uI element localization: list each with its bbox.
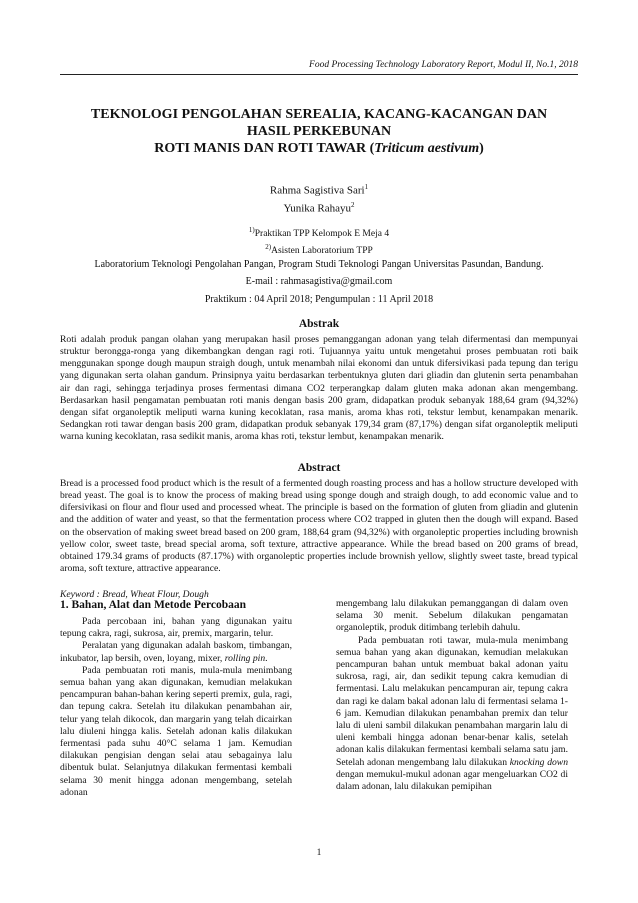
affiliation-2-text: Asisten Laboratorium TPP	[271, 246, 373, 257]
affiliation-2-mark: 2)	[265, 243, 272, 252]
rolling-pin-term: rolling pin	[224, 652, 266, 664]
title-line-1: TEKNOLOGI PENGOLAHAN SEREALIA, KACANG-KACANGAN DAN	[90, 107, 548, 122]
title-scientific-name: Triticum aestivum	[374, 141, 480, 156]
title-line-2: HASIL PERKEBUNAN	[246, 124, 392, 139]
author-1-name: Rahma Sagistiva Sari	[269, 184, 365, 197]
section-1-paragraph-5-end: dengan memukul-mukul adonan agar mengeluarkan CO2 di dalam adonan, lalu dilakukan pemipihan	[336, 768, 568, 793]
laboratory-line: Laboratorium Teknologi Pengolahan Pangan, Program Studi Teknologi Pangan Universitas Pasundan, Bandung.	[94, 259, 544, 270]
header-rule	[60, 74, 578, 75]
author-list	[60, 180, 578, 215]
author-1-mark: 1	[364, 183, 369, 191]
section-1-paragraph-1: Pada percobaan ini, bahan yang digunakan yaitu tepung cakra, ragi, sukrosa, air, premix, margarin, telur.	[60, 616, 292, 640]
section-1-paragraph-5	[336, 635, 568, 794]
section-1-paragraph-3: Pada pembuatan roti manis, mula-mula menimbang semua bahan yang akan digunakan, kemudian melakukan pencampuran bahan-bahan kering seperti premix, gula, ragi, dan tepung cakra. Setelah itu dilakukan penambahan air, telur yang telah dikocok, dan margarin yang telah dicairkan lalu diuleni hingga kalis. Setelah adonan kalis dilakukan fermentasi pada suhu 40°C selama 1 jam. Kemudian dilakukan pengisian dengan selai atau sebagainya lalu dibentuk bulat. Selanjutnya dilakukan fermentasi kembali selama 30 menit hingga adonan mengembang, setelah adonan	[60, 664, 292, 798]
email-line: E-mail : rahmasagistiva@gmail.com	[245, 276, 393, 287]
abstract-text: Bread is a processed food product which is the result of a fermented dough roasting process and has a hollow structure developed with bread yeast. The goal is to know the process of making bread using sponge dough and straigh dough, to add economic value and to difersivikasi on flour and flour used and processed wheat. The principle is based on the formation of gluten from gliadin and glutenin and the addition of water and yeast, so that the fermentation process where CO2 trapped in gluten then the dough will expand. Based on the observation of making sweet bread based on 200 gram, 188,64 gram (94,32%) with organoleptic properties including brownish yellow color, sweet taste, bread special aroma, soft texture, attractive appearance. While the bread based on 200 grams of bread, obtained 179.34 grams of products (87.17%) with organoleptic properties include brownish yellow, slightly sweet taste, bread typical aroma, soft texture, attractive appearance.	[60, 478, 578, 575]
affiliation-1	[60, 224, 578, 241]
section-1-heading: 1. Bahan, Alat dan Metode Percobaan	[60, 599, 247, 611]
running-head: Food Processing Technology Laboratory Report, Modul II, No.1, 2018	[309, 60, 578, 70]
knocking-down-term: knocking down	[509, 756, 568, 768]
abstrak-heading: Abstrak	[298, 318, 340, 330]
right-column	[336, 598, 568, 793]
section-1-paragraph-2-end: .	[265, 652, 268, 664]
affiliation-1-mark: 1)	[248, 226, 255, 234]
abstract-heading: Abstract	[297, 462, 341, 474]
paper-title	[60, 106, 578, 157]
section-1-paragraph-2-main: Peralatan yang digunakan adalah baskom, timbangan, inkubator, lap bersih, oven, loyang, mixer,	[60, 640, 292, 664]
author-2-mark: 2	[351, 200, 355, 209]
affiliation-1-text: Praktikan TPP Kelompok E Meja 4	[254, 229, 390, 240]
author-2	[60, 198, 578, 216]
page-number: 1	[316, 848, 322, 858]
title-line-3-main: ROTI MANIS DAN ROTI TAWAR (	[154, 141, 375, 156]
dates-line: Praktikum : 04 April 2018; Pengumpulan : 11 April 2018	[204, 294, 434, 305]
affiliations	[60, 224, 578, 258]
author-2-name: Yunika Rahayu	[283, 202, 351, 215]
left-column	[60, 598, 292, 799]
author-1	[60, 180, 578, 198]
section-1-paragraph-5-main: Pada pembuatan roti tawar, mula-mula menimbang semua bahan yang akan digunakan, kemudian melakukan pencampuran bahan untuk membuat bakal adonan yaitu sukrosa, ragi, air, dan sedikit tepung cakra kemudian di fermentasi. Lalu melakukan pencampuran air, tepung cakra dan ragi ke dalam bakal adonan lalu di fermentasi selama 1-6 jam. Kemudian dilakukan penambahan premix dan telur lalu di uleni sambil dilakukan penambahan margarin lalu di uleni kembali hingga adonan benar-benar kalis, setelah adonan kalis dilakukan fermentasi kembali selama satu jam. Setelah adonan mengembang lalu dilakukan	[336, 634, 568, 768]
affiliation-2	[60, 241, 578, 258]
section-1-paragraph-4: mengembang lalu dilakukan pemanggangan di dalam oven selama 30 menit. Sebelum dilakukan pengamatan organoleptik, produk ditimbang terlebih dahulu.	[336, 598, 568, 634]
title-line-3-end: )	[479, 141, 484, 156]
keywords: Keyword : Bread, Wheat Flour, Dough	[60, 589, 209, 600]
title-line-3	[60, 140, 578, 157]
section-1-paragraph-2	[60, 640, 292, 664]
abstrak-text: Roti adalah produk pangan olahan yang merupakan hasil proses pemanggangan adonan yang telah difermentasi dan mempunyai struktur berongga-ronga yang dikembangkan dengan ragi roti. Tujuannya yaitu untuk mengetahui proses pembuatan roti baik menggunakan sponge dough maupun straigh dough, untuk menambah nilai ekonomi dan untuk difersivikasi pada tepung dan terigu yang digunakan serta olahan gandum. Prinsipnya yaitu berdasarkan terbentuknya gluten dari gliadin dan glutenin serta penambahan air dan ragi, sehingga terjadinya proses fermentasi dimana CO2 terperangkap dalam gluten maka adonan akan mengembang. Berdasarkan hasil pengamatan pembuatan roti manis dengan basis 200 gram, didapatkan produk sebanyak 188,64 gram (94,32%) dengan sifat organoleptik meliputi warna kuning kecoklatan, rasa manis, aroma khas roti, tekstur lembut, kenampakan menarik. Sedangkan roti tawar dengan basis 200 gram, didapatkan produk sebanyak 179,34 gram (87,17%) dengan sifat organoleptik meliputi warna kuning kecoklatan, rasa sedikit manis, aroma khas roti, tekstur lembut, kenampakan menarik.	[60, 334, 578, 443]
